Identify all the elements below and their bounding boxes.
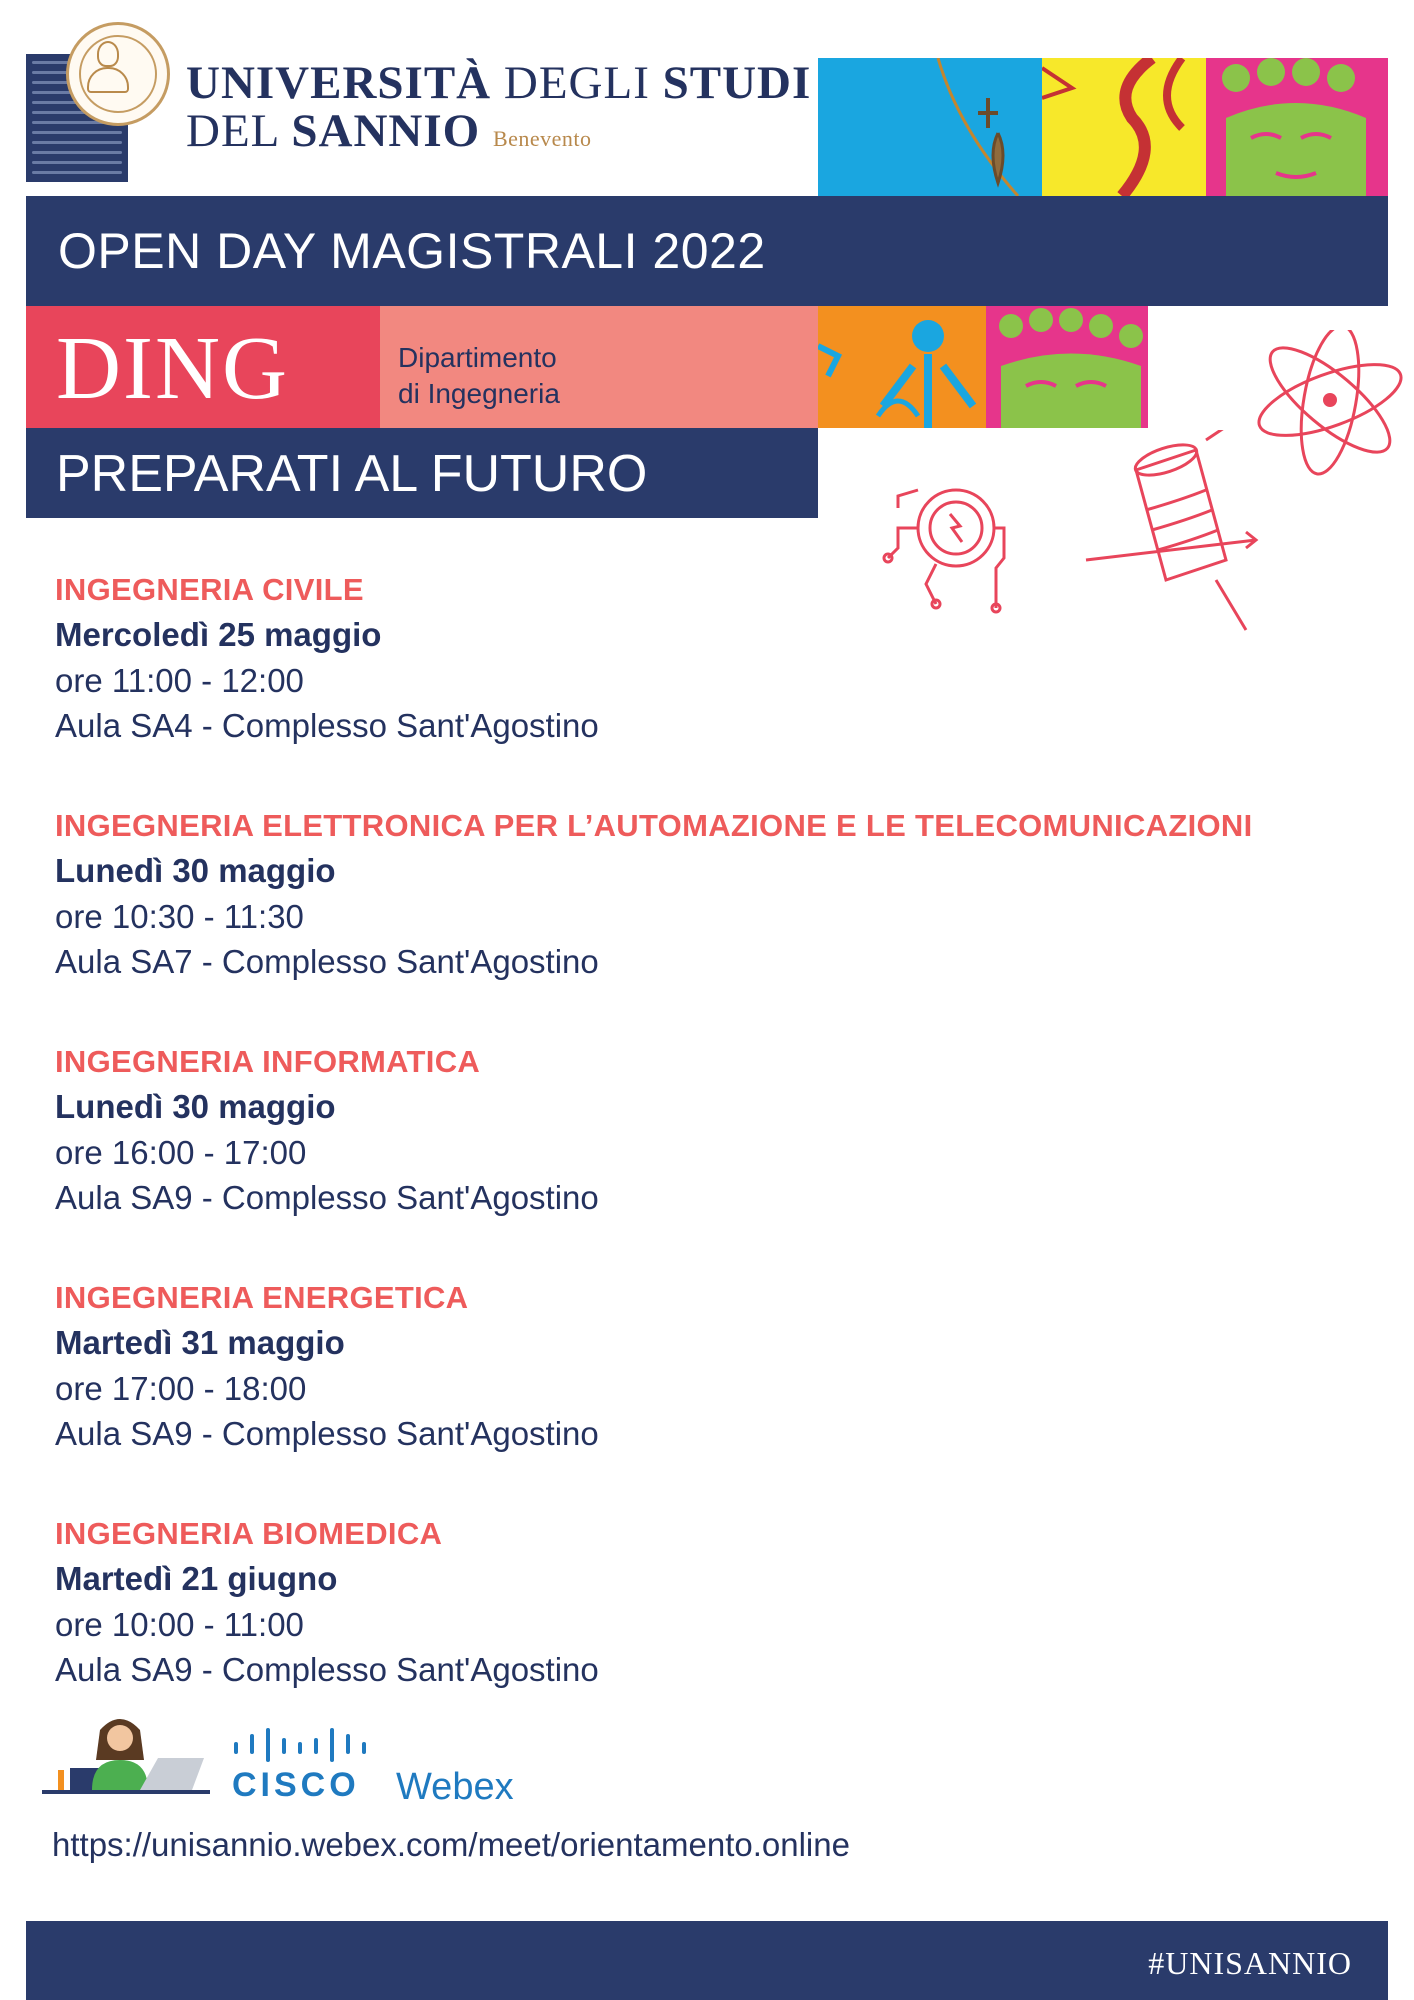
event-item (55, 568, 1385, 748)
events-list (55, 568, 1385, 1748)
event-date: Martedì 31 maggio (55, 1324, 345, 1361)
event-time: ore 16:00 - 17:00 (55, 1134, 307, 1171)
event-course-name: INGEGNERIA INFORMATICA (55, 1044, 481, 1079)
department-name-band (380, 306, 818, 428)
webex-promo (40, 1712, 600, 1808)
university-logo (26, 22, 176, 182)
event-item (55, 1276, 1385, 1456)
person-at-laptop-icon (40, 1712, 212, 1796)
cisco-wordmark: CISCO (232, 1766, 360, 1804)
event-course-name: INGEGNERIA CIVILE (55, 572, 364, 607)
event-item (55, 1040, 1385, 1220)
department-name-line1: Dipartimento (398, 342, 557, 373)
art-buddha-icon (1206, 58, 1388, 196)
event-room: Aula SA4 - Complesso Sant'Agostino (55, 707, 599, 744)
art-sun-icon (818, 306, 986, 428)
event-time: ore 11:00 - 12:00 (55, 662, 304, 699)
event-date: Mercoledì 25 maggio (55, 616, 382, 653)
event-time: ore 10:30 - 11:30 (55, 898, 304, 935)
event-course-name: INGEGNERIA ELETTRONICA PER L’AUTOMAZIONE E LE TELECOMUNICAZIONI (55, 808, 1253, 843)
event-course-name: INGEGNERIA BIOMEDICA (55, 1516, 443, 1551)
event-item (55, 804, 1385, 984)
slogan-band (26, 428, 818, 518)
webex-wordmark: Webex (396, 1766, 514, 1808)
art-face-icon (1042, 58, 1206, 196)
slogan: PREPARATI AL FUTURO (56, 445, 648, 503)
event-room: Aula SA9 - Complesso Sant'Agostino (55, 1179, 599, 1216)
department-code: DING (56, 319, 289, 418)
art-buddha-small-icon (986, 306, 1148, 428)
webex-meeting-link[interactable]: https://unisannio.webex.com/meet/orientamento.online (52, 1826, 850, 1863)
event-course-name: INGEGNERIA ENERGETICA (55, 1280, 469, 1315)
decorative-art-bottom (818, 306, 1148, 428)
event-item (55, 1512, 1385, 1692)
event-title-band (26, 196, 1388, 306)
event-date: Lunedì 30 maggio (55, 1088, 336, 1125)
cisco-bars-icon (232, 1728, 372, 1762)
university-city: Benevento (492, 126, 592, 151)
department-name-line2: di Ingegneria (398, 378, 560, 409)
event-room: Aula SA9 - Complesso Sant'Agostino (55, 1415, 599, 1452)
event-room: Aula SA7 - Complesso Sant'Agostino (55, 943, 599, 980)
department-code-band (26, 306, 380, 428)
footer-hashtag: #UNISANNIO (1148, 1945, 1352, 1981)
event-time: ore 17:00 - 18:00 (55, 1370, 307, 1407)
footer-band (26, 1921, 1388, 2000)
university-seal-icon (66, 22, 170, 126)
event-date: Lunedì 30 maggio (55, 852, 336, 889)
event-time: ore 10:00 - 11:00 (55, 1606, 304, 1643)
event-room: Aula SA9 - Complesso Sant'Agostino (55, 1651, 599, 1688)
art-figure-icon (818, 58, 1042, 196)
event-title: OPEN DAY MAGISTRALI 2022 (58, 223, 766, 279)
decorative-art-top (818, 58, 1388, 196)
event-date: Martedì 21 giugno (55, 1560, 338, 1597)
university-name: UNIVERSITÀ DEGLI STUDI DEL SANNIO Benevento (186, 57, 812, 157)
